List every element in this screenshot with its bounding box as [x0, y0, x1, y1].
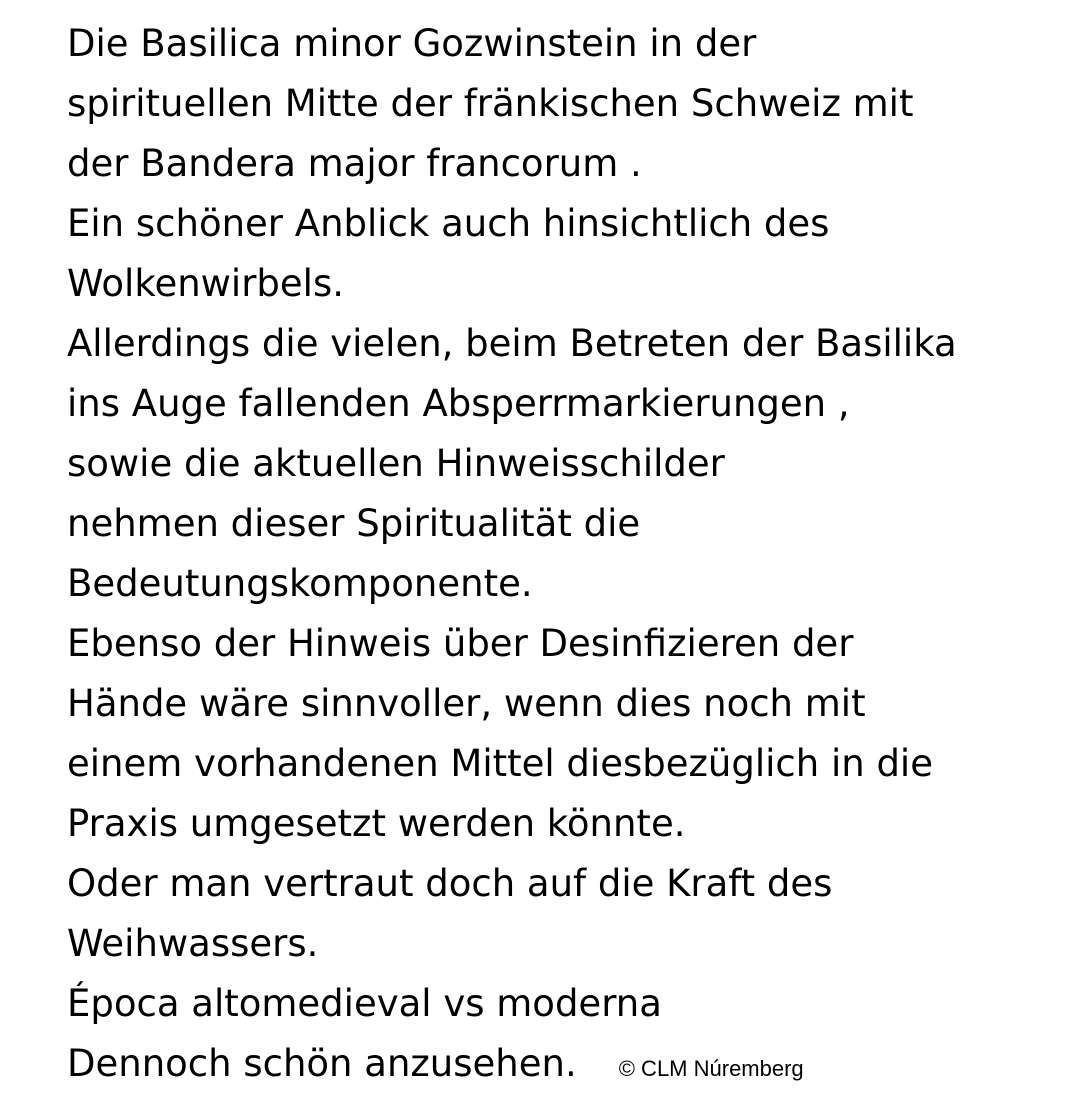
review-line: ins Auge fallenden Absperrmarkierungen ,	[67, 382, 850, 425]
review-line: Ebenso der Hinweis über Desinfizieren der	[67, 622, 854, 665]
review-line: Hände wäre sinnvoller, wenn dies noch mit	[67, 682, 866, 725]
review-line: Época altomedieval vs moderna	[67, 982, 662, 1025]
photo-credit: © CLM Núremberg	[618, 1056, 804, 1081]
review-line: Oder man vertraut doch auf die Kraft des	[67, 862, 833, 905]
review-line: Dennoch schön anzusehen.	[67, 1042, 577, 1085]
review-line: spirituellen Mitte der fränkischen Schweiz mit	[67, 82, 914, 125]
review-line: der Bandera major francorum .	[67, 142, 642, 185]
review-line: sowie die aktuellen Hinweisschilder	[67, 442, 725, 485]
review-line: Die Basilica minor Gozwinstein in der	[67, 22, 757, 65]
review-line: Wolkenwirbels.	[67, 262, 344, 305]
review-line: Praxis umgesetzt werden könnte.	[67, 802, 686, 845]
review-line: einem vorhandenen Mittel diesbezüglich in die	[67, 742, 933, 785]
review-line: Allerdings die vielen, beim Betreten der Basilika	[67, 322, 957, 365]
review-last-line	[67, 1034, 1057, 1099]
review-line: Bedeutungskomponente.	[67, 562, 533, 605]
review-line: Weihwassers.	[67, 922, 319, 965]
review-text	[67, 14, 1057, 1099]
review-line: Ein schöner Anblick auch hinsichtlich des	[67, 202, 830, 245]
review-line: nehmen dieser Spiritualität die	[67, 502, 641, 545]
